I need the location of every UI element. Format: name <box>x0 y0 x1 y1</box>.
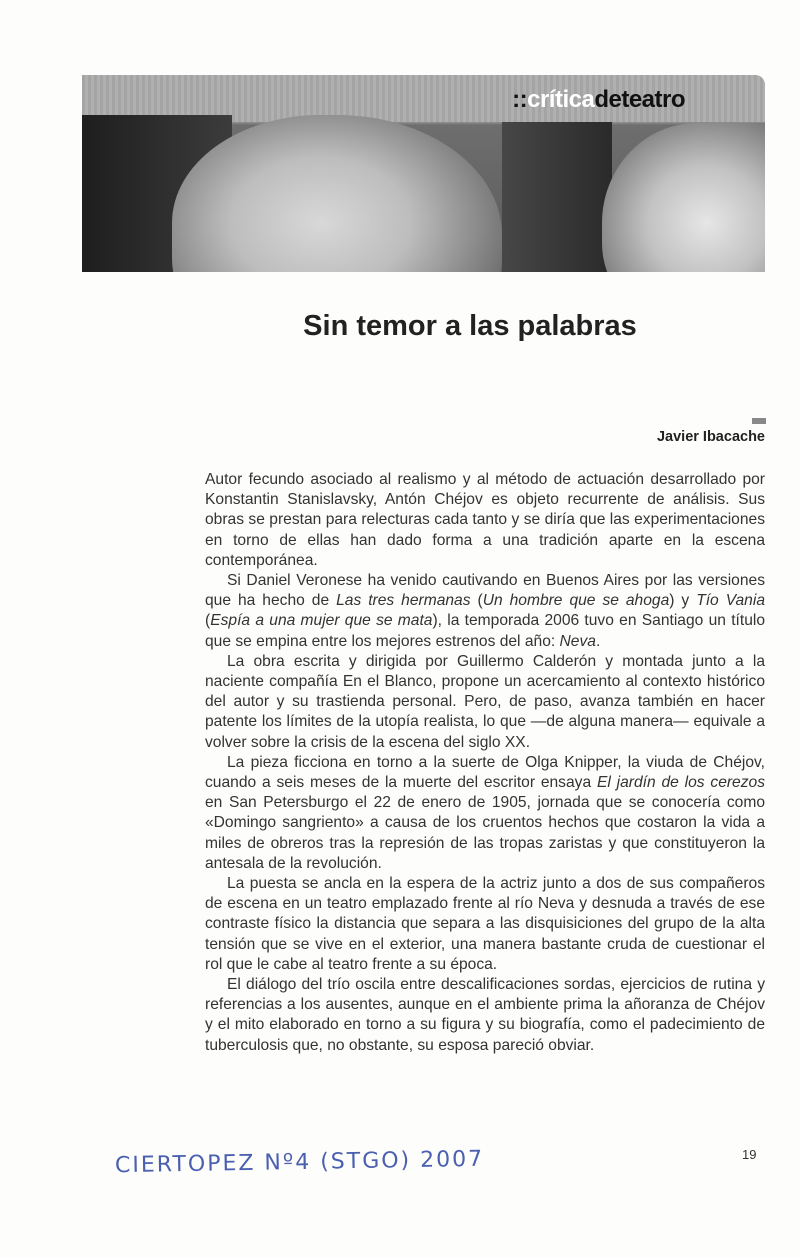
author-marker <box>752 418 766 424</box>
paragraph <box>205 753 765 874</box>
text: ( <box>205 612 211 630</box>
photo-face-man <box>602 123 765 272</box>
article-body <box>205 470 765 1056</box>
paragraph <box>205 874 765 975</box>
paragraph <box>205 652 765 753</box>
italic-title: El jardín de los cerezos <box>596 774 765 792</box>
page-number: 19 <box>742 1147 757 1162</box>
italic-title: Las tres hermanas <box>336 592 471 610</box>
paragraph <box>205 470 765 571</box>
text: El diálogo del trío oscila entre descalificaciones sordas, ejercicios de rutina y referencias a los ausentes, aunque en el ambiente prima la añoranza de Chéjov y el mito elaborado en torno a su figura y su biografía, como el padecimiento de tuberculosis que, no obstante, su esposa pareció obviar. <box>205 976 765 1054</box>
text: La puesta se ancla en la espera de la actriz junto a dos de sus compañeros de escena en un teatro emplazado frente al río Neva y desnuda a través de ese contraste físico la distancia que separa a las disquisiciones del grupo de la alta tensión que se vive en el exterior, una manera bastante cruda de cuestionar el rol que le cabe al teatro frente a su época. <box>205 875 765 973</box>
section-light: crítica <box>527 86 595 113</box>
text: La obra escrita y dirigida por Guillermo Calderón y montada junto a la naciente compañía En el Blanco, propone un acercamiento al contexto histórico del autor y su trastienda personal. Pero, de paso, avanza también en hacer patente los límites de la utopía realista, lo que —de alguna manera— equivale a volver sobre la crisis de la escena del siglo XX. <box>205 652 765 751</box>
header-banner-photo <box>82 75 765 272</box>
photo-background <box>502 122 612 272</box>
section-dark: deteatro <box>594 86 685 113</box>
text: Si Daniel Veronese ha venido cautivando en Buenos Aires por las versiones que ha hecho de <box>205 572 765 610</box>
text: en San Petersburgo el 22 de enero de 1905, jornada que se conocería como «Domingo sangriento» a causa de los cruentos hechos que costaron la vida a miles de obreros tras la represión de las tropas zaristas y que constituyeron la antesala de la revolución. <box>205 794 765 872</box>
author-name: Javier Ibacache <box>656 429 765 445</box>
text: ) y <box>669 592 697 610</box>
paragraph <box>205 571 765 652</box>
text: La pieza ficciona en torno a la suerte de Olga Knipper, la viuda de Chéjov, cuando a seis meses de la muerte del escritor ensaya <box>205 753 765 792</box>
text: ), la temporada 2006 tuvo en Santiago un título que se empina entre los mejores estrenos del año: <box>205 612 765 650</box>
article-title: Sin temor a las palabras <box>303 310 637 342</box>
italic-title: Espía a una mujer que se mata <box>210 612 433 630</box>
section-prefix: :: <box>512 86 528 113</box>
text: . <box>595 632 601 650</box>
paragraph <box>205 975 765 1056</box>
italic-title: Neva <box>559 632 596 650</box>
italic-title: Un hombre que se ahoga <box>482 592 670 610</box>
section-label <box>512 86 685 114</box>
handwritten-note: CIERTOPEZ Nº4 (STGO) 2007 <box>114 1146 485 1179</box>
text: ( <box>470 592 483 610</box>
italic-title: Tío Vania <box>696 592 765 610</box>
text: Autor fecundo asociado al realismo y al método de actuación desarrollado por Konstantin Stanislavsky, Antón Chéjov es objeto recurrente de análisis. Sus obras se prestan para relecturas cada tanto y se diría que las experimentaciones en torno de ellas han dado forma a una tradición aparte en la escena contemporánea. <box>205 471 765 569</box>
